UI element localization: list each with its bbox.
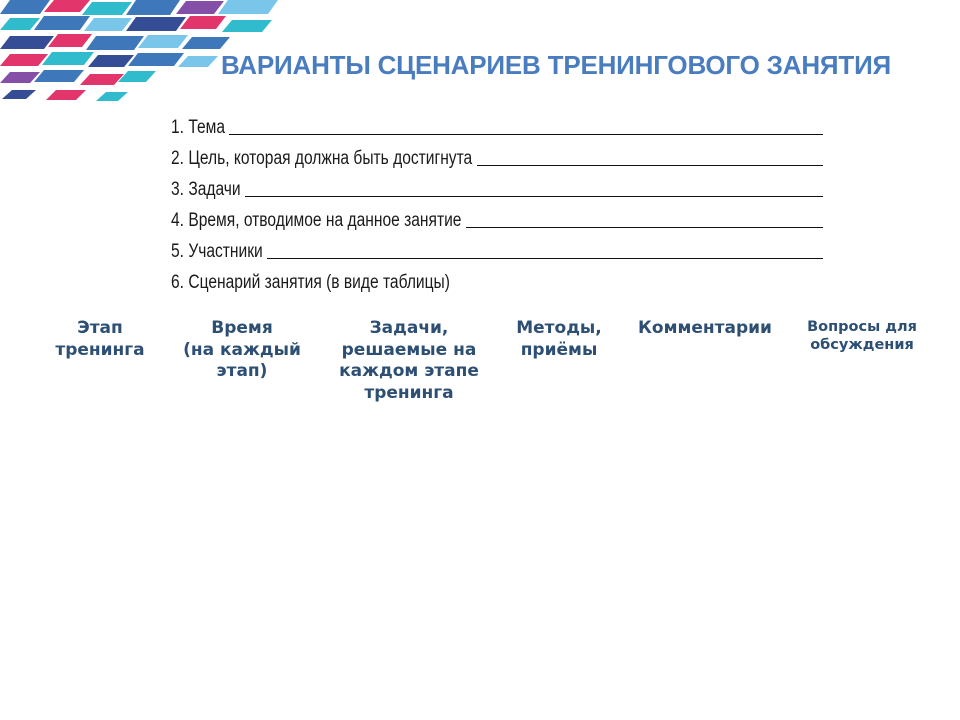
decorative-stripe — [0, 0, 50, 14]
form-line-blank — [245, 196, 823, 197]
table-column-header-line: этап) — [216, 361, 268, 382]
decorative-stripe — [176, 1, 224, 14]
table-column-header — [20, 318, 180, 361]
scenario-form-outline — [171, 108, 823, 294]
decorative-stripe — [34, 70, 84, 82]
form-line — [171, 108, 823, 139]
table-column-header — [329, 318, 489, 404]
decorative-stripe — [138, 35, 188, 48]
decorative-stripe — [46, 90, 86, 100]
form-line-blank — [229, 134, 823, 135]
table-column-header-line: Комментарии — [638, 318, 772, 338]
page-title: ВАРИАНТЫ СЦЕНАРИЕВ ТРЕНИНГОВОГО ЗАНЯТИЯ — [221, 50, 892, 80]
table-column-header-line: тренинга — [364, 382, 454, 403]
table-column-header-line: Методы, — [516, 318, 602, 338]
decorative-stripe — [0, 54, 48, 66]
table-column-header-line: Время — [211, 318, 273, 338]
decorative-stripe — [42, 52, 94, 65]
table-column-header-line: приёмы — [520, 339, 598, 360]
form-line-label: 5. Участники — [171, 241, 263, 262]
form-line-blank — [477, 165, 823, 166]
decorative-stripe — [128, 53, 184, 66]
table-column-header — [782, 318, 942, 355]
form-line-blank — [267, 258, 823, 259]
form-line-blank — [466, 227, 823, 228]
decorative-stripe — [86, 36, 144, 50]
decorative-stripe — [2, 90, 36, 99]
decorative-stripe — [44, 0, 90, 12]
decorative-stripe — [48, 34, 92, 47]
table-column-header — [162, 318, 322, 383]
table-column-header-line: (на каждый — [183, 339, 301, 360]
decorative-stripe — [88, 55, 134, 67]
decorative-stripe — [82, 2, 132, 15]
decorative-stripe — [0, 72, 40, 83]
table-column-header-line: Вопросы для — [807, 319, 917, 335]
form-line-label: 4. Время, отводимое на данное занятие — [171, 210, 462, 231]
decorative-stripe — [180, 16, 226, 29]
table-column-header-line: Этап — [77, 318, 123, 338]
decorative-stripe — [182, 37, 230, 49]
table-column-header-line: Задачи, — [369, 318, 449, 338]
decorative-stripe — [126, 0, 180, 15]
decorative-stripe — [178, 56, 218, 67]
table-column-header-line: тренинга — [55, 339, 145, 360]
table-column-header-line: решаемые на — [341, 339, 477, 360]
form-line — [171, 232, 823, 263]
form-line-label: 3. Задачи — [171, 179, 241, 200]
form-line — [171, 139, 823, 170]
form-line — [171, 263, 823, 294]
table-column-header — [479, 318, 639, 361]
form-line-label: 1. Тема — [171, 117, 226, 138]
decorative-stripe — [126, 17, 186, 31]
decorative-stripe — [0, 36, 54, 49]
decorative-stripe — [84, 18, 132, 31]
decorative-stripe — [80, 74, 124, 85]
decorative-stripe — [0, 18, 40, 30]
decorative-stripe — [96, 92, 128, 101]
decorative-stripe — [118, 71, 156, 82]
table-column-header — [625, 318, 785, 340]
form-line-label: 2. Цель, которая должна быть достигнута — [171, 148, 473, 169]
table-column-header-line: каждом этапе — [339, 361, 479, 382]
decorative-stripe — [34, 16, 90, 30]
form-line — [171, 170, 823, 201]
decorative-stripe — [218, 0, 278, 14]
table-column-header-line: обсуждения — [810, 337, 914, 354]
form-line-label: 6. Сценарий занятия (в виде таблицы) — [171, 272, 450, 293]
decorative-stripe — [222, 20, 272, 32]
form-line — [171, 201, 823, 232]
